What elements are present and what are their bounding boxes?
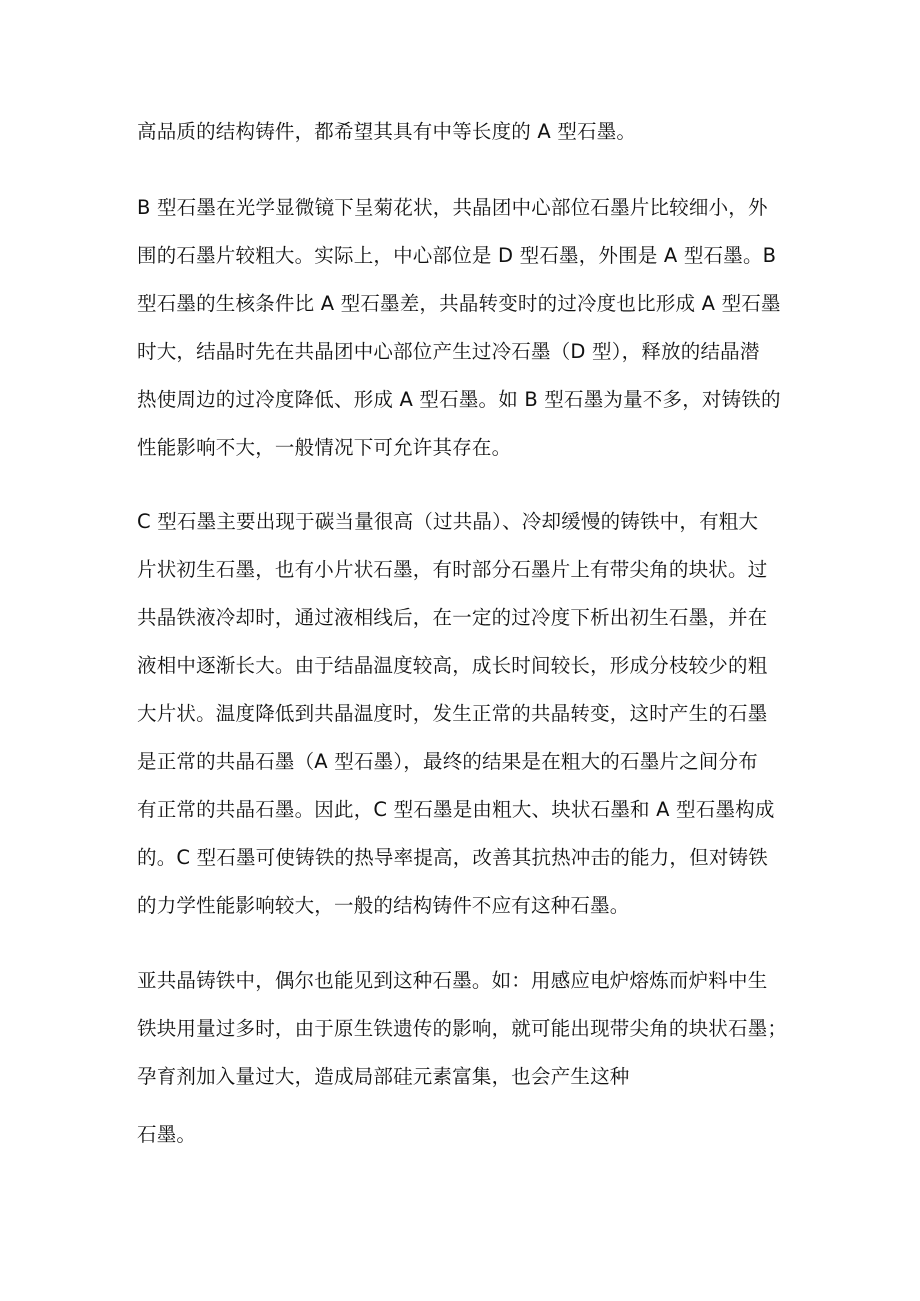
paragraph-4-line-2: 铁块用量过多时，由于原生铁遗传的影响，就可能出现带尖角的块状石墨； xyxy=(137,1017,788,1040)
paragraph-2-line-6: 性能影响不大，一般情况下可允许其存在。 xyxy=(137,436,512,459)
paragraph-3-line-6: 是正常的共晶石墨（A 型石墨），最终的结果是在粗大的石墨片之间分布 xyxy=(137,750,758,773)
paragraph-2-line-2: 围的石墨片较粗大。实际上，中心部位是 D 型石墨，外围是 A 型石墨。B xyxy=(137,244,777,267)
paragraph-4-line-1: 亚共晶铸铁中，偶尔也能见到这种石墨。如：用感应电炉熔炼而炉料中生 xyxy=(137,969,768,992)
paragraph-4-line-3: 孕育剂加入量过大，造成局部硅元素富集，也会产生这种 xyxy=(137,1065,630,1088)
paragraph-3-line-7: 有正常的共晶石墨。因此，C 型石墨是由粗大、块状石墨和 A 型石墨构成 xyxy=(137,798,775,821)
paragraph-3-line-2: 片状初生石墨，也有小片状石墨，有时部分石墨片上有带尖角的块状。过 xyxy=(137,558,768,581)
paragraph-5-line-1: 石墨。 xyxy=(137,1123,197,1146)
paragraph-2-line-1: B 型石墨在光学显微镜下呈菊花状，共晶团中心部位石墨片比较细小，外 xyxy=(137,196,768,219)
paragraph-3-line-1: C 型石墨主要出现于碳当量很高（过共晶）、冷却缓慢的铸铁中，有粗大 xyxy=(137,510,759,533)
paragraph-1-line-1: 高品质的结构铸件，都希望其具有中等长度的 A 型石墨。 xyxy=(137,120,637,143)
paragraph-3-line-4: 液相中逐渐长大。由于结晶温度较高，成长时间较长，形成分枝较少的粗 xyxy=(137,654,768,677)
paragraph-3-line-3: 共晶铁液冷却时，通过液相线后，在一定的过冷度下析出初生石墨，并在 xyxy=(137,606,768,629)
paragraph-3-line-8: 的。C 型石墨可使铸铁的热导率提高，改善其抗热冲击的能力，但对铸铁 xyxy=(137,846,768,869)
paragraph-2-line-5: 热使周边的过冷度降低、形成 A 型石墨。如 B 型石墨为量不多，对铸铁的 xyxy=(137,388,781,411)
paragraph-3-line-9: 的力学性能影响较大，一般的结构铸件不应有这种石墨。 xyxy=(137,894,630,917)
paragraph-3-line-5: 大片状。温度降低到共晶温度时，发生正常的共晶转变，这时产生的石墨 xyxy=(137,702,768,725)
paragraph-2-line-4: 时大，结晶时先在共晶团中心部位产生过冷石墨（D 型），释放的结晶潜 xyxy=(137,340,760,363)
paragraph-2-line-3: 型石墨的生核条件比 A 型石墨差，共晶转变时的过冷度也比形成 A 型石墨 xyxy=(137,292,781,315)
